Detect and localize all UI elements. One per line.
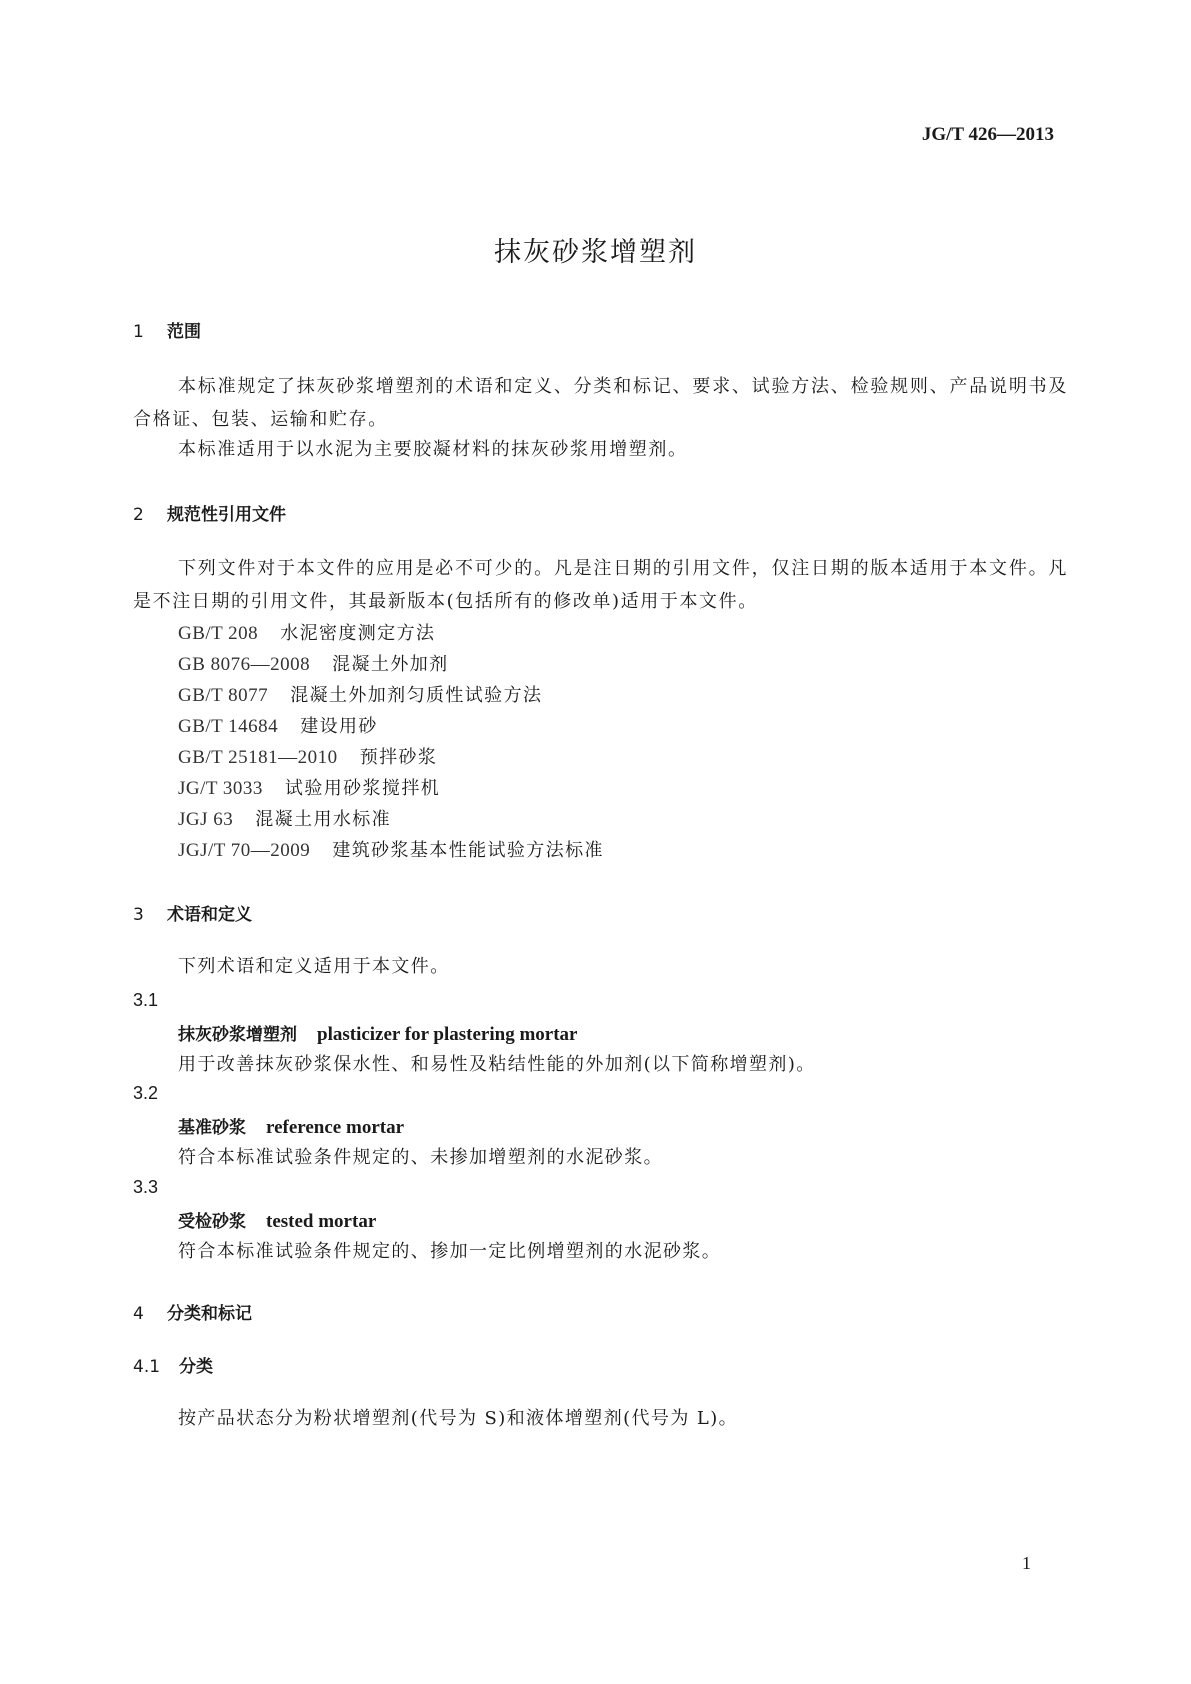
reference-code: JGJ/T 70—2009	[178, 840, 311, 861]
reference-code: GB 8076—2008	[178, 654, 311, 675]
scope-paragraph-2: 本标准适用于以水泥为主要胶凝材料的抹灰砂浆用增塑剂。	[178, 439, 688, 460]
section-number: 2	[133, 505, 144, 525]
document-title: 抹灰砂浆增塑剂	[494, 237, 697, 268]
term-en: plasticizer for plastering mortar	[317, 1024, 578, 1045]
section-number: 3	[133, 905, 144, 925]
reference-item	[178, 619, 435, 645]
reference-name: 建设用砂	[300, 716, 378, 737]
reference-name: 预拌砂浆	[359, 747, 438, 768]
reference-code: JG/T 3033	[178, 778, 263, 799]
reference-item	[178, 805, 391, 831]
section-title: 规范性引用文件	[167, 505, 286, 525]
section-title: 术语和定义	[167, 905, 252, 925]
subsection-4-1-heading	[133, 1352, 213, 1377]
reference-name: 混凝土用水标准	[255, 809, 392, 830]
reference-item	[178, 836, 604, 862]
subsection-title: 分类	[179, 1357, 213, 1377]
reference-item	[178, 743, 437, 769]
reference-name: 水泥密度测定方法	[280, 623, 436, 644]
section-3-heading	[133, 900, 252, 925]
term-zh: 基准砂浆	[178, 1118, 246, 1138]
subsection-number: 4.1	[133, 1357, 161, 1377]
term-number: 3.1	[133, 990, 159, 1010]
term-definition: 符合本标准试验条件规定的、掺加一定比例增塑剂的水泥砂浆。	[178, 1241, 722, 1262]
reference-item	[178, 681, 542, 707]
term-number: 3.3	[133, 1177, 159, 1197]
reference-code: GB/T 25181—2010	[178, 747, 338, 768]
reference-code: GB/T 8077	[178, 685, 269, 706]
term-title	[178, 1020, 577, 1046]
section-title: 分类和标记	[167, 1304, 252, 1324]
term-en: tested mortar	[266, 1211, 377, 1232]
term-number: 3.2	[133, 1083, 159, 1103]
term-definition: 用于改善抹灰砂浆保水性、和易性及粘结性能的外加剂(以下简称增塑剂)。	[178, 1054, 816, 1075]
page-number: 1	[1022, 1553, 1031, 1573]
term-zh: 抹灰砂浆增塑剂	[178, 1025, 297, 1045]
reference-item	[178, 774, 440, 800]
reference-name: 建筑砂浆基本性能试验方法标准	[332, 840, 604, 861]
references-intro: 下列文件对于本文件的应用是必不可少的。凡是注日期的引用文件，仅注日期的版本适用于本文件。凡是不注日期的引用文件，其最新版本(包括所有的修改单)适用于本文件。	[133, 558, 1068, 612]
term-title	[178, 1113, 404, 1139]
reference-code: GB/T 208	[178, 623, 259, 644]
standard-number: JG/T 426—2013	[921, 124, 1054, 145]
reference-code: JGJ 63	[178, 809, 234, 830]
reference-code: GB/T 14684	[178, 716, 279, 737]
term-en: reference mortar	[266, 1117, 405, 1138]
term-definition: 符合本标准试验条件规定的、未掺加增塑剂的水泥砂浆。	[178, 1147, 663, 1168]
classification-text: 按产品状态分为粉状增塑剂(代号为 S)和液体增塑剂(代号为 L)。	[178, 1408, 739, 1429]
section-1-heading	[133, 317, 201, 342]
reference-item	[178, 712, 378, 738]
section-2-heading	[133, 500, 286, 525]
term-title	[178, 1207, 376, 1233]
reference-item	[178, 650, 449, 676]
terms-intro: 下列术语和定义适用于本文件。	[178, 956, 450, 977]
term-zh: 受检砂浆	[178, 1212, 246, 1232]
section-number: 1	[133, 322, 144, 342]
reference-name: 混凝土外加剂匀质性试验方法	[290, 685, 543, 706]
scope-paragraph-1: 本标准规定了抹灰砂浆增塑剂的术语和定义、分类和标记、要求、试验方法、检验规则、产品说明书及合格证、包装、运输和贮存。	[133, 376, 1068, 430]
section-4-heading	[133, 1299, 252, 1324]
section-title: 范围	[167, 322, 201, 342]
reference-name: 试验用砂浆搅拌机	[284, 778, 441, 799]
reference-name: 混凝土外加剂	[332, 654, 449, 675]
section-number: 4	[133, 1304, 144, 1324]
